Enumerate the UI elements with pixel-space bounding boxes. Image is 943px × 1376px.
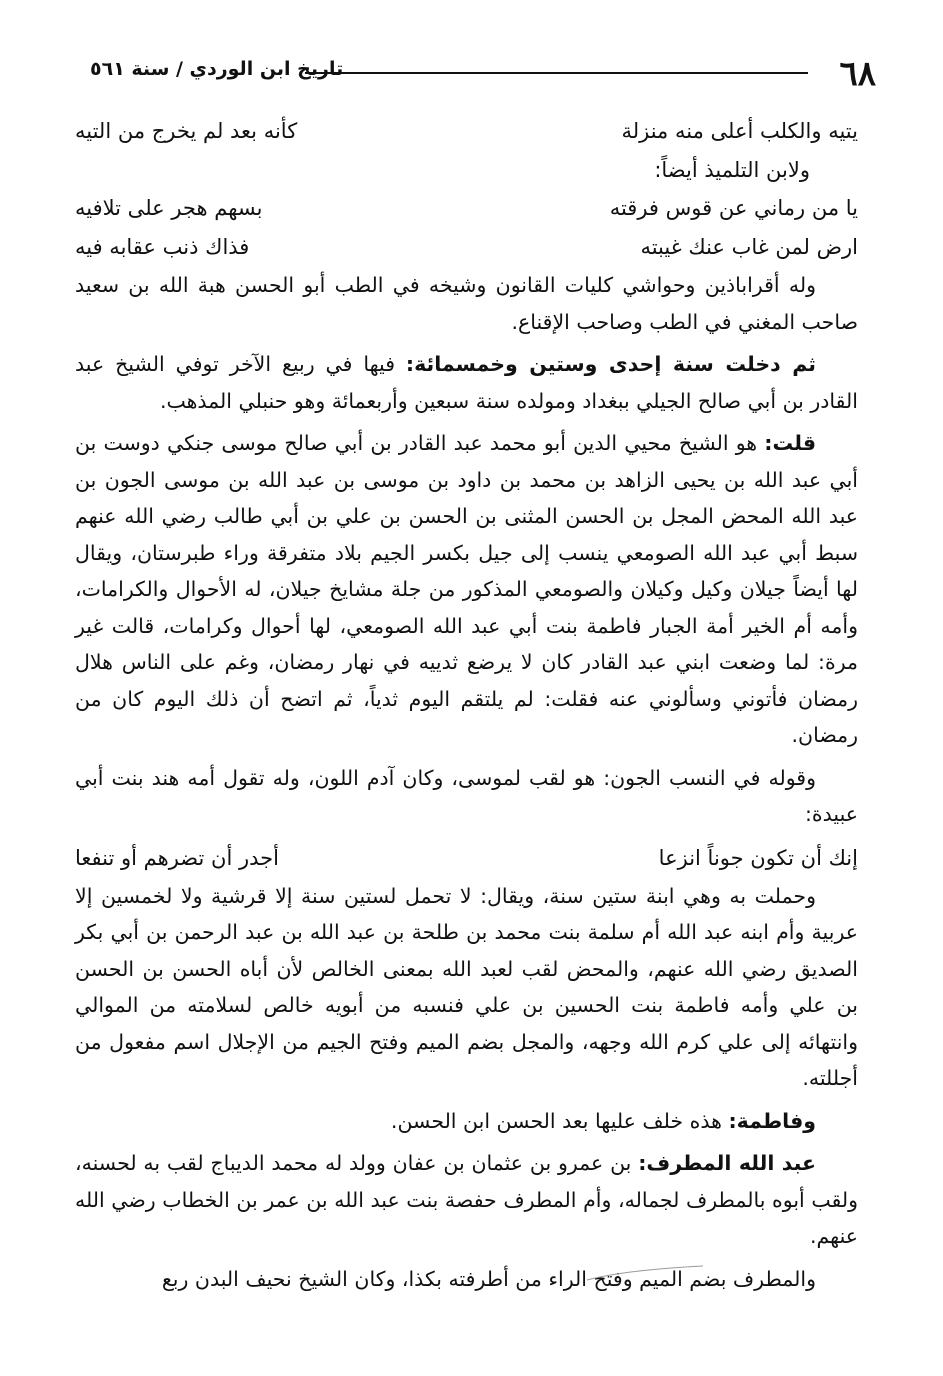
poem-verse	[75, 189, 858, 228]
verse-first-hemistich: ارض لمن غاب عنك غيبته	[640, 235, 858, 259]
paragraph-text: بن عمرو بن عثمان بن عفان وولد له محمد الديباج لقب به لحسنه، ولقب أبوه بالمطرف لجماله، وأم المطرف حفصة بنت عبد الله بن عمر بن الخطاب رضي الله عنهم.	[75, 1151, 858, 1248]
poem-verse	[75, 228, 858, 267]
paragraph-lead: عبد الله المطرف:	[638, 1151, 817, 1175]
section-heading: ثم دخلت سنة إحدى وستين وخمسمائة:	[405, 352, 816, 376]
verse-second-hemistich: أجدر أن تضرهم أو تنفعا	[75, 845, 279, 870]
verse-first-hemistich: إنك أن تكون جوناً انزعا	[658, 845, 858, 870]
verse-second-hemistich: كأنه بعد لم يخرج من التيه	[75, 119, 298, 143]
poem-verse	[75, 839, 858, 878]
paragraph: وله أقراباذين وحواشي كليات القانون وشيخه في الطب أبو الحسن هبة الله بن سعيد صاحب المغني في الطب وصاحب الإقناع.	[75, 273, 858, 334]
running-title: تاريخ ابن الوردي / سنة ٥٦١	[90, 58, 344, 80]
paragraph-lead: قلت:	[764, 431, 816, 455]
verse-second-hemistich: بسهم هجر على تلافيه	[75, 196, 263, 220]
paragraph-lead: وفاطمة:	[728, 1108, 816, 1133]
paragraph	[75, 1103, 858, 1140]
paragraph	[75, 425, 858, 754]
page-header	[90, 50, 880, 98]
paragraph: والمطرف بضم الميم وفتح الراء من أطرفته بكذا، وكان الشيخ نحيف البدن ربع	[161, 1266, 816, 1291]
paragraph: وحملت به وهي ابنة ستين سنة، ويقال: لا تحمل لستين سنة إلا قرشية ولا لخمسين إلا عربية وأم ابنه عبد الله أم سلمة بنت محمد بن طلحة بن عبد الله بن عبد الرحمن بن أبي بكر الصديق رضي الله عنهم، والمحض لقب لعبد الله بمعنى الخالص لأن أباه الحسن بن الحسن بن علي وأمه فاطمة بنت الحسين بن علي فنسبه من أبويه خالص لسلامته من الموالي وانتهائه إلى علي كرم الله وجهه، والمجل بضم الميم وفتح الجيم من الإجلال اسم مفعول من أجللته.	[75, 883, 858, 1090]
verse-first-hemistich: يا من رماني عن قوس فرقته	[609, 196, 858, 220]
poem-verse	[75, 112, 858, 151]
verse-first-hemistich: يتيه والكلب أعلى منه منزلة	[621, 119, 858, 143]
poem-introduction: ولابن التلميذ أيضاً:	[654, 158, 810, 182]
paragraph-text: هو الشيخ محيي الدين أبو محمد عبد القادر بن أبي صالح موسى جنكي دوست بن أبي عبد الله بن يحيى الزاهد بن محمد بن داود بن موسى بن عبد الله بن موسى الجون بن عبد الله المحض المجل بن الحسن المثنى بن الحسن بن علي بن أبي طالب رضي الله عنهم سبط أبي عبد الله الصومعي ينسب إلى جيل بكسر الجيم بلاد متفرقة وراء طبرستان، ويقال لها أيضاً جيلان وكيل وكيلان والصومعي المذكور من جلة مشايخ جيلان، له الأحوال والكرامات، وأمه أم الخير أمة الجبار فاطمة بنت أبي عبد الله الصومعي، لها أحوال وكرامات، قالت غير مرة: لما وضعت ابني عبد القادر كان لا يرضع ثدييه في نهار رمضان، وغم على الناس هلال رمضان فأتوني وسألوني عنه فقلت: لم يلتقم اليوم ثدياً، ثم اتضح أن ذلك اليوم كان من رمضان.	[75, 431, 858, 747]
paragraph	[75, 346, 858, 419]
paragraph	[75, 1145, 858, 1255]
paragraph: وقوله في النسب الجون: هو لقب لموسى، وكان آدم اللون، وله تقول أمه هند بنت أبي عبيدة:	[75, 765, 858, 826]
page-number: ٦٨	[839, 54, 876, 94]
header-rule	[305, 72, 808, 74]
verse-second-hemistich: فذاك ذنب عقابه فيه	[75, 235, 250, 259]
paragraph-text: هذه خلف عليها بعد الحسن ابن الحسن.	[390, 1108, 729, 1133]
pencil-mark	[585, 1264, 705, 1284]
page-body	[75, 112, 858, 1356]
paragraph-text: فيها في ربيع الآخر توفي الشيخ عبد القادر بن أبي صالح الجيلي ببغداد ومولده سنة سبعين وأربعمائة وهو حنبلي المذهب.	[75, 352, 858, 413]
